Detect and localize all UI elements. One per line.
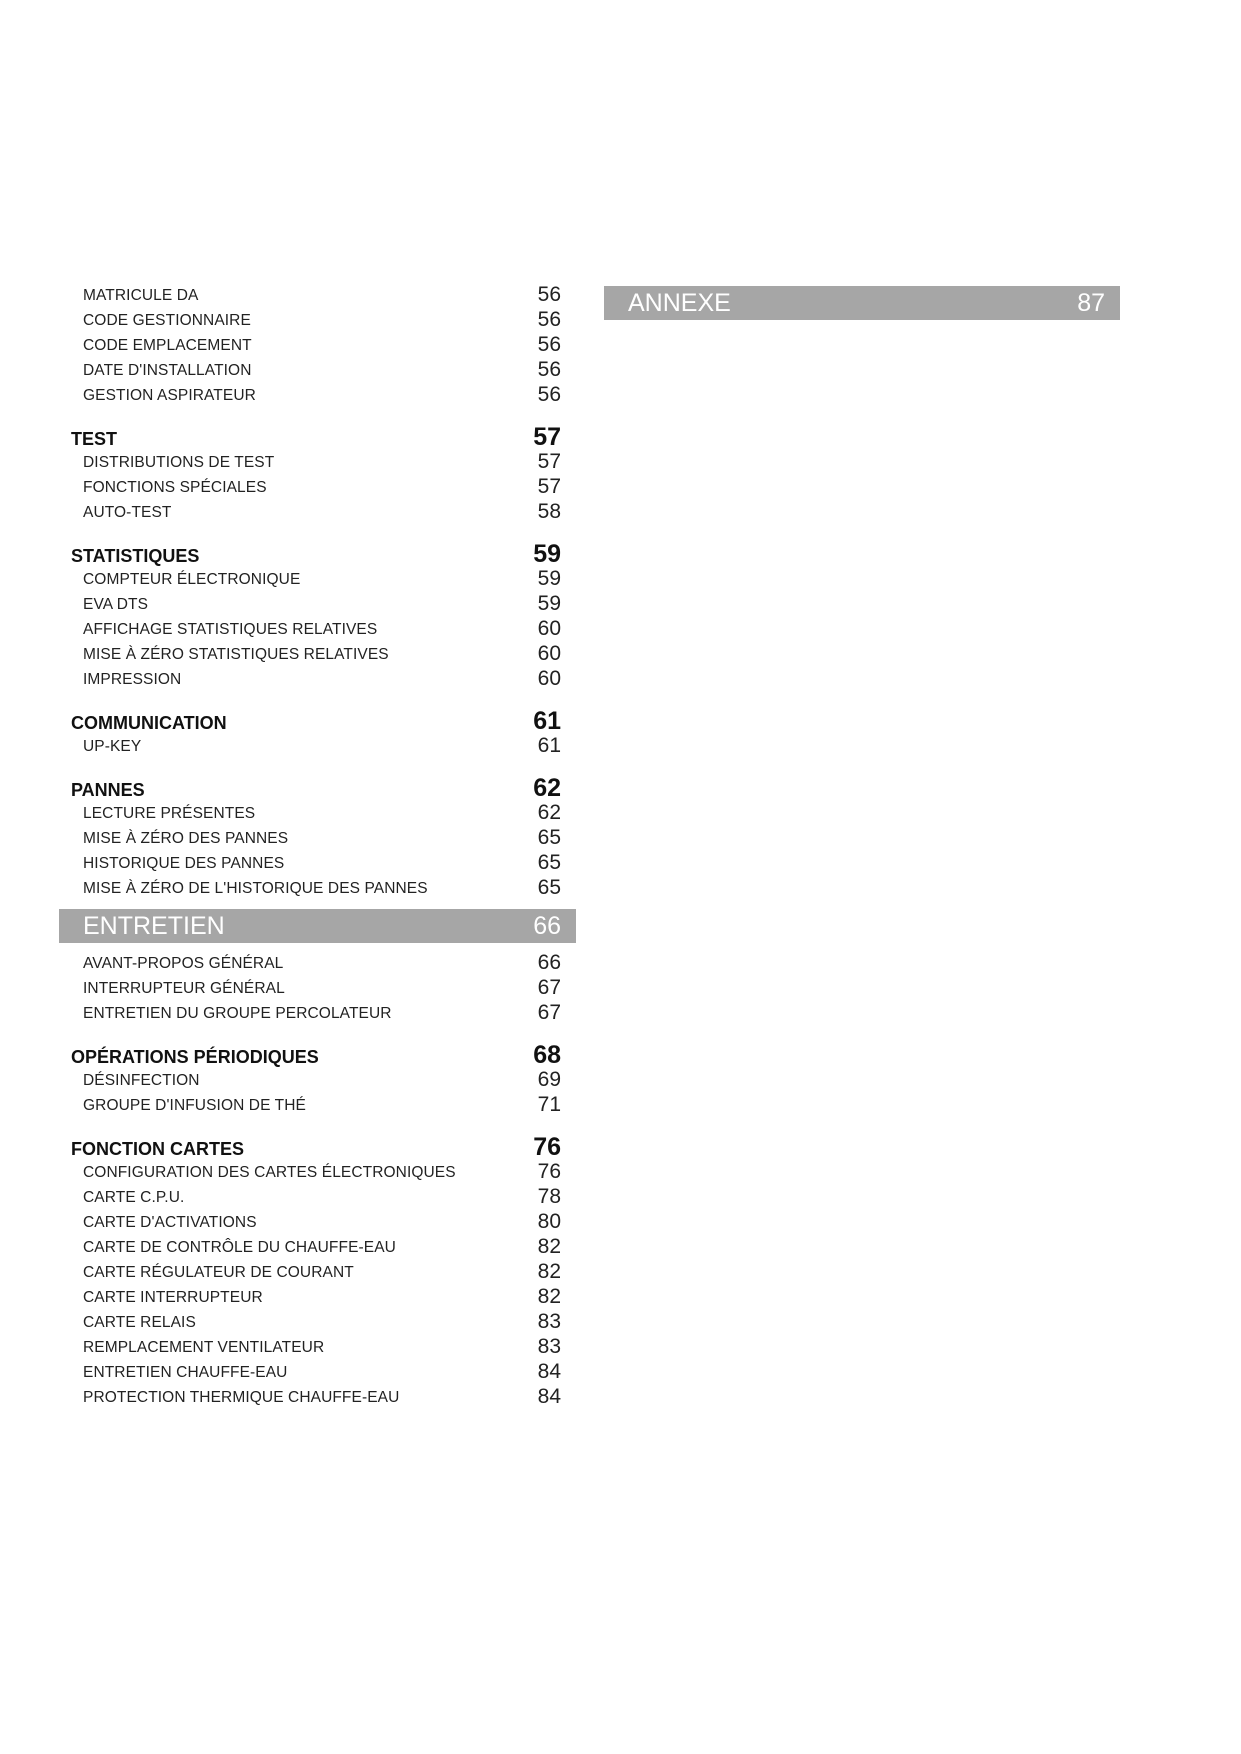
toc-entry-page-number: 60 xyxy=(537,617,561,640)
toc-entry[interactable] xyxy=(59,1185,576,1210)
toc-entry-label: CARTE RELAIS xyxy=(83,1314,196,1331)
toc-section-heading-label: OPÉRATIONS PÉRIODIQUES xyxy=(71,1047,319,1067)
toc-section-heading[interactable] xyxy=(59,774,576,802)
toc-entry-label: COMPTEUR ÉLECTRONIQUE xyxy=(83,571,301,588)
toc-entry-page-number: 71 xyxy=(537,1093,561,1116)
toc-entry-page-number: 57 xyxy=(537,475,561,498)
toc-section-heading-page-number: 57 xyxy=(533,423,561,451)
toc-entry-page-number: 56 xyxy=(537,383,561,406)
toc-section-heading-page-number: 68 xyxy=(533,1041,561,1069)
toc-entry-page-number: 82 xyxy=(537,1235,561,1258)
toc-entry-label: MISE À ZÉRO STATISTIQUES RELATIVES xyxy=(83,646,389,663)
toc-entry-label: EVA DTS xyxy=(83,596,149,613)
toc-entry-page-number: 57 xyxy=(537,450,561,473)
toc-section-heading[interactable] xyxy=(59,423,576,451)
toc-entry[interactable] xyxy=(59,1310,576,1335)
toc-section-heading[interactable] xyxy=(59,1133,576,1161)
toc-entry-label: HISTORIQUE DES PANNES xyxy=(83,855,285,872)
toc-banner-page-number: 87 xyxy=(1077,289,1105,317)
toc-entry-label: CARTE C.P.U. xyxy=(83,1189,185,1206)
toc-section-heading-page-number: 62 xyxy=(533,774,561,802)
toc-entry-label: INTERRUPTEUR GÉNÉRAL xyxy=(83,980,285,997)
toc-banner-label: ANNEXE xyxy=(628,289,731,317)
toc-section-heading-label: FONCTION CARTES xyxy=(71,1139,244,1159)
toc-banner-annexe[interactable] xyxy=(604,286,1120,320)
toc-entry-page-number: 59 xyxy=(537,592,561,615)
toc-entry[interactable] xyxy=(59,951,576,976)
toc-entry[interactable] xyxy=(59,1385,576,1410)
toc-entry-page-number: 69 xyxy=(537,1068,561,1091)
toc-entry-label: AUTO-TEST xyxy=(83,504,172,521)
toc-entry[interactable] xyxy=(59,500,576,525)
toc-entry[interactable] xyxy=(59,1160,576,1185)
toc-entry-label: REMPLACEMENT VENTILATEUR xyxy=(83,1339,325,1356)
toc-entry[interactable] xyxy=(59,283,576,308)
toc-entry-page-number: 67 xyxy=(537,976,561,999)
toc-entry-page-number: 65 xyxy=(537,826,561,849)
toc-entry-page-number: 82 xyxy=(537,1260,561,1283)
toc-entry-page-number: 62 xyxy=(537,801,561,824)
toc-entry-label: FONCTIONS SPÉCIALES xyxy=(83,479,267,496)
toc-entry[interactable] xyxy=(59,1235,576,1260)
toc-entry-page-number: 56 xyxy=(537,333,561,356)
toc-section-heading-label: STATISTIQUES xyxy=(71,546,200,566)
toc-entry[interactable] xyxy=(59,383,576,408)
toc-entry-label: UP-KEY xyxy=(83,738,142,755)
toc-entry[interactable] xyxy=(59,333,576,358)
toc-entry[interactable] xyxy=(59,876,576,901)
toc-entry-page-number: 61 xyxy=(537,734,561,757)
toc-entry[interactable] xyxy=(59,1068,576,1093)
toc-entry-label: AVANT-PROPOS GÉNÉRAL xyxy=(83,955,284,972)
toc-entry-page-number: 65 xyxy=(537,876,561,899)
toc-entry-label: DATE D'INSTALLATION xyxy=(83,362,252,379)
toc-entry-label: ENTRETIEN DU GROUPE PERCOLATEUR xyxy=(83,1005,392,1022)
toc-banner-page-number: 66 xyxy=(533,912,561,940)
toc-entry[interactable] xyxy=(59,826,576,851)
toc-entry[interactable] xyxy=(59,358,576,383)
toc-entry[interactable] xyxy=(59,642,576,667)
toc-entry-page-number: 84 xyxy=(537,1360,561,1383)
toc-section-heading-page-number: 61 xyxy=(533,707,561,735)
toc-entry-label: LECTURE PRÉSENTES xyxy=(83,805,256,822)
toc-entry[interactable] xyxy=(59,667,576,692)
toc-entry[interactable] xyxy=(59,592,576,617)
toc-section-heading[interactable] xyxy=(59,540,576,568)
toc-entry-label: DISTRIBUTIONS DE TEST xyxy=(83,454,275,471)
toc-section-heading-page-number: 59 xyxy=(533,540,561,568)
toc-entry-page-number: 83 xyxy=(537,1310,561,1333)
toc-entry-label: IMPRESSION xyxy=(83,671,182,688)
toc-entry-page-number: 60 xyxy=(537,642,561,665)
toc-entry[interactable] xyxy=(59,617,576,642)
toc-entry[interactable] xyxy=(59,1335,576,1360)
toc-entry-label: MISE À ZÉRO DE L'HISTORIQUE DES PANNES xyxy=(83,880,428,897)
toc-entry[interactable] xyxy=(59,450,576,475)
toc-entry[interactable] xyxy=(59,851,576,876)
toc-entry-label: DÉSINFECTION xyxy=(83,1072,200,1089)
toc-entry[interactable] xyxy=(59,976,576,1001)
toc-entry-page-number: 58 xyxy=(537,500,561,523)
toc-entry-page-number: 83 xyxy=(537,1335,561,1358)
toc-entry-label: CODE EMPLACEMENT xyxy=(83,337,252,354)
toc-entry-label: GROUPE D'INFUSION DE THÉ xyxy=(83,1097,306,1114)
toc-entry-label: CARTE DE CONTRÔLE DU CHAUFFE-EAU xyxy=(83,1239,396,1256)
toc-entry[interactable] xyxy=(59,1093,576,1118)
toc-entry-label: CARTE D'ACTIVATIONS xyxy=(83,1214,257,1231)
toc-entry-page-number: 76 xyxy=(537,1160,561,1183)
toc-entry[interactable] xyxy=(59,1285,576,1310)
toc-entry-page-number: 67 xyxy=(537,1001,561,1024)
toc-entry[interactable] xyxy=(59,475,576,500)
toc-entry[interactable] xyxy=(59,308,576,333)
toc-entry-page-number: 60 xyxy=(537,667,561,690)
toc-entry-page-number: 56 xyxy=(537,308,561,331)
toc-entry-label: MISE À ZÉRO DES PANNES xyxy=(83,830,289,847)
toc-entry[interactable] xyxy=(59,567,576,592)
toc-entry[interactable] xyxy=(59,734,576,759)
toc-entry-label: PROTECTION THERMIQUE CHAUFFE-EAU xyxy=(83,1389,400,1406)
toc-entry-label: GESTION ASPIRATEUR xyxy=(83,387,256,404)
toc-entry-page-number: 84 xyxy=(537,1385,561,1408)
toc-entry[interactable] xyxy=(59,1001,576,1026)
toc-entry-page-number: 56 xyxy=(537,358,561,381)
toc-entry[interactable] xyxy=(59,1360,576,1385)
toc-entry-page-number: 78 xyxy=(537,1185,561,1208)
toc-entry-page-number: 80 xyxy=(537,1210,561,1233)
toc-entry-label: CONFIGURATION DES CARTES ÉLECTRONIQUES xyxy=(83,1164,456,1181)
toc-entry[interactable] xyxy=(59,1260,576,1285)
toc-entry-label: ENTRETIEN CHAUFFE-EAU xyxy=(83,1364,288,1381)
toc-banner[interactable] xyxy=(59,909,576,943)
toc-entry-page-number: 66 xyxy=(537,951,561,974)
toc-entry-page-number: 56 xyxy=(537,283,561,306)
toc-entry[interactable] xyxy=(59,801,576,826)
toc-banner-label: ENTRETIEN xyxy=(83,912,225,940)
toc-section-heading[interactable] xyxy=(59,707,576,735)
toc-entry[interactable] xyxy=(59,1210,576,1235)
toc-section-heading-page-number: 76 xyxy=(533,1133,561,1161)
toc-entry-label: CARTE RÉGULATEUR DE COURANT xyxy=(83,1264,354,1281)
toc-section-heading[interactable] xyxy=(59,1041,576,1069)
toc-entry-label: CODE GESTIONNAIRE xyxy=(83,312,251,329)
toc-entry-label: AFFICHAGE STATISTIQUES RELATIVES xyxy=(83,621,378,638)
toc-entry-label: CARTE INTERRUPTEUR xyxy=(83,1289,263,1306)
toc-section-heading-label: COMMUNICATION xyxy=(71,713,227,733)
toc-section-heading-label: PANNES xyxy=(71,780,145,800)
toc-entry-label: MATRICULE DA xyxy=(83,287,199,304)
toc-entry-page-number: 59 xyxy=(537,567,561,590)
toc-entry-page-number: 82 xyxy=(537,1285,561,1308)
toc-section-heading-label: TEST xyxy=(71,429,118,449)
toc-entry-page-number: 65 xyxy=(537,851,561,874)
